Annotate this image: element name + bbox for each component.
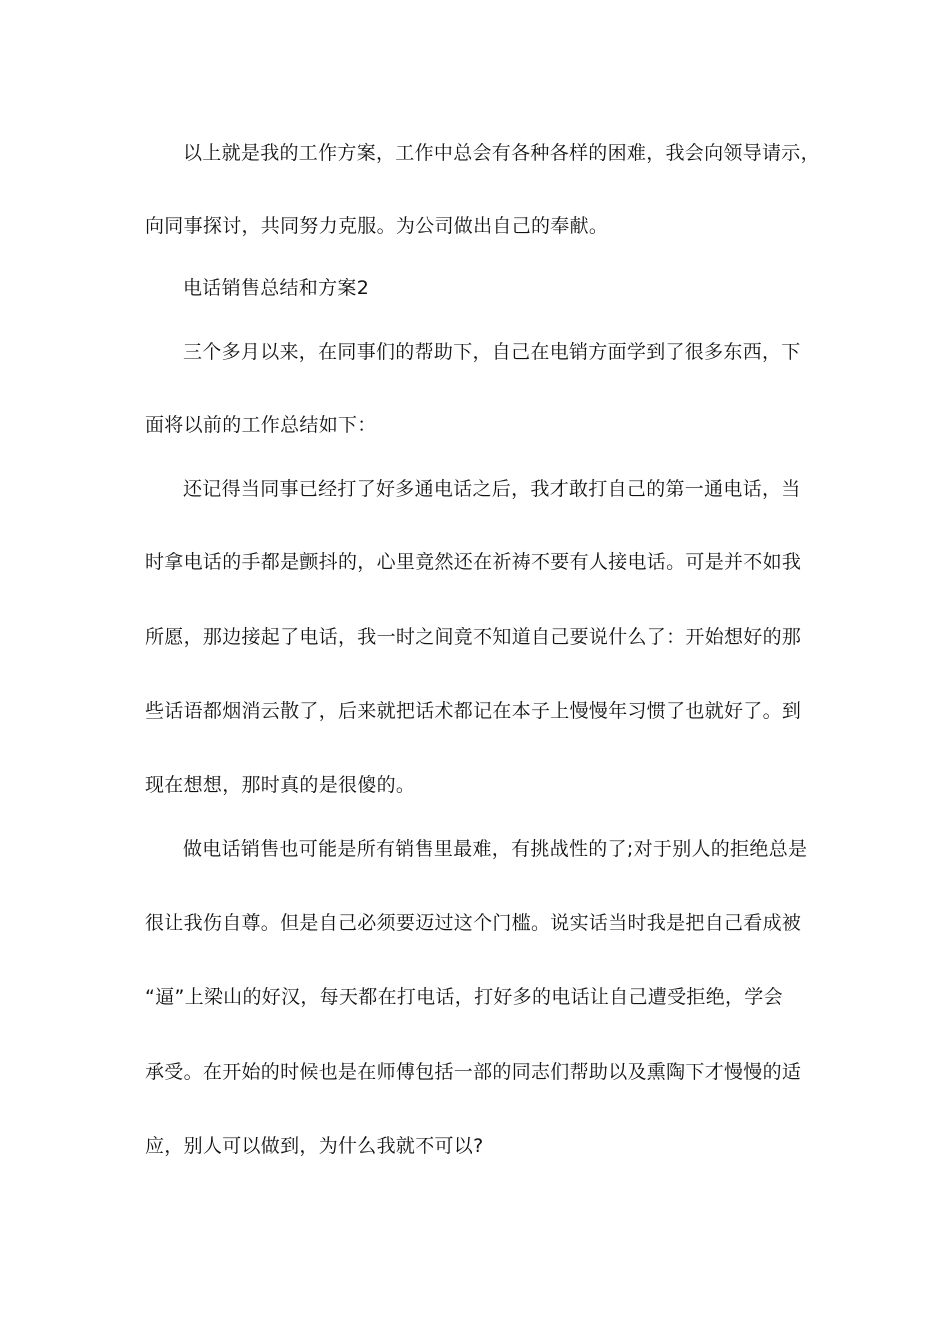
paragraph-line: 以上就是我的工作方案，工作中总会有各种各样的困难，我会向领导请示，	[183, 142, 820, 164]
paragraph-line: 还记得当同事已经打了好多通电话之后，我才敢打自己的第一通电话，当	[183, 478, 801, 500]
paragraph-line: 面将以前的工作总结如下：	[145, 414, 377, 436]
paragraph-line: 应，别人可以做到，为什么我就不可以?	[145, 1135, 484, 1157]
paragraph-line: 现在想想，那时真的是很傻的。	[145, 774, 416, 796]
section-heading: 电话销售总结和方案2	[183, 277, 370, 299]
paragraph-line: 所愿，那边接起了电话，我一时之间竟不知道自己要说什么了：开始想好的那	[145, 626, 802, 648]
paragraph-line: 三个多月以来，在同事们的帮助下，自己在电销方面学到了很多东西，下	[183, 341, 801, 363]
paragraph-line: 向同事探讨，共同努力克服。为公司做出自己的奉献。	[145, 215, 609, 237]
paragraph-line: “逼”上梁山的好汉，每天都在打电话，打好多的电话让自己遭受拒绝，学会	[145, 986, 783, 1008]
paragraph-line: 做电话销售也可能是所有销售里最难，有挑战性的了;对于别人的拒绝总是	[183, 838, 808, 860]
paragraph-line: 承受。在开始的时候也是在师傅包括一部的同志们帮助以及熏陶下才慢慢的适	[145, 1061, 802, 1083]
paragraph-line: 时拿电话的手都是颤抖的，心里竟然还在祈祷不要有人接电话。可是并不如我	[145, 551, 802, 573]
paragraph-line: 很让我伤自尊。但是自己必须要迈过这个门槛。说实话当时我是把自己看成被	[145, 912, 802, 934]
paragraph-line: 些话语都烟消云散了，后来就把话术都记在本子上慢慢年习惯了也就好了。到	[145, 700, 802, 722]
